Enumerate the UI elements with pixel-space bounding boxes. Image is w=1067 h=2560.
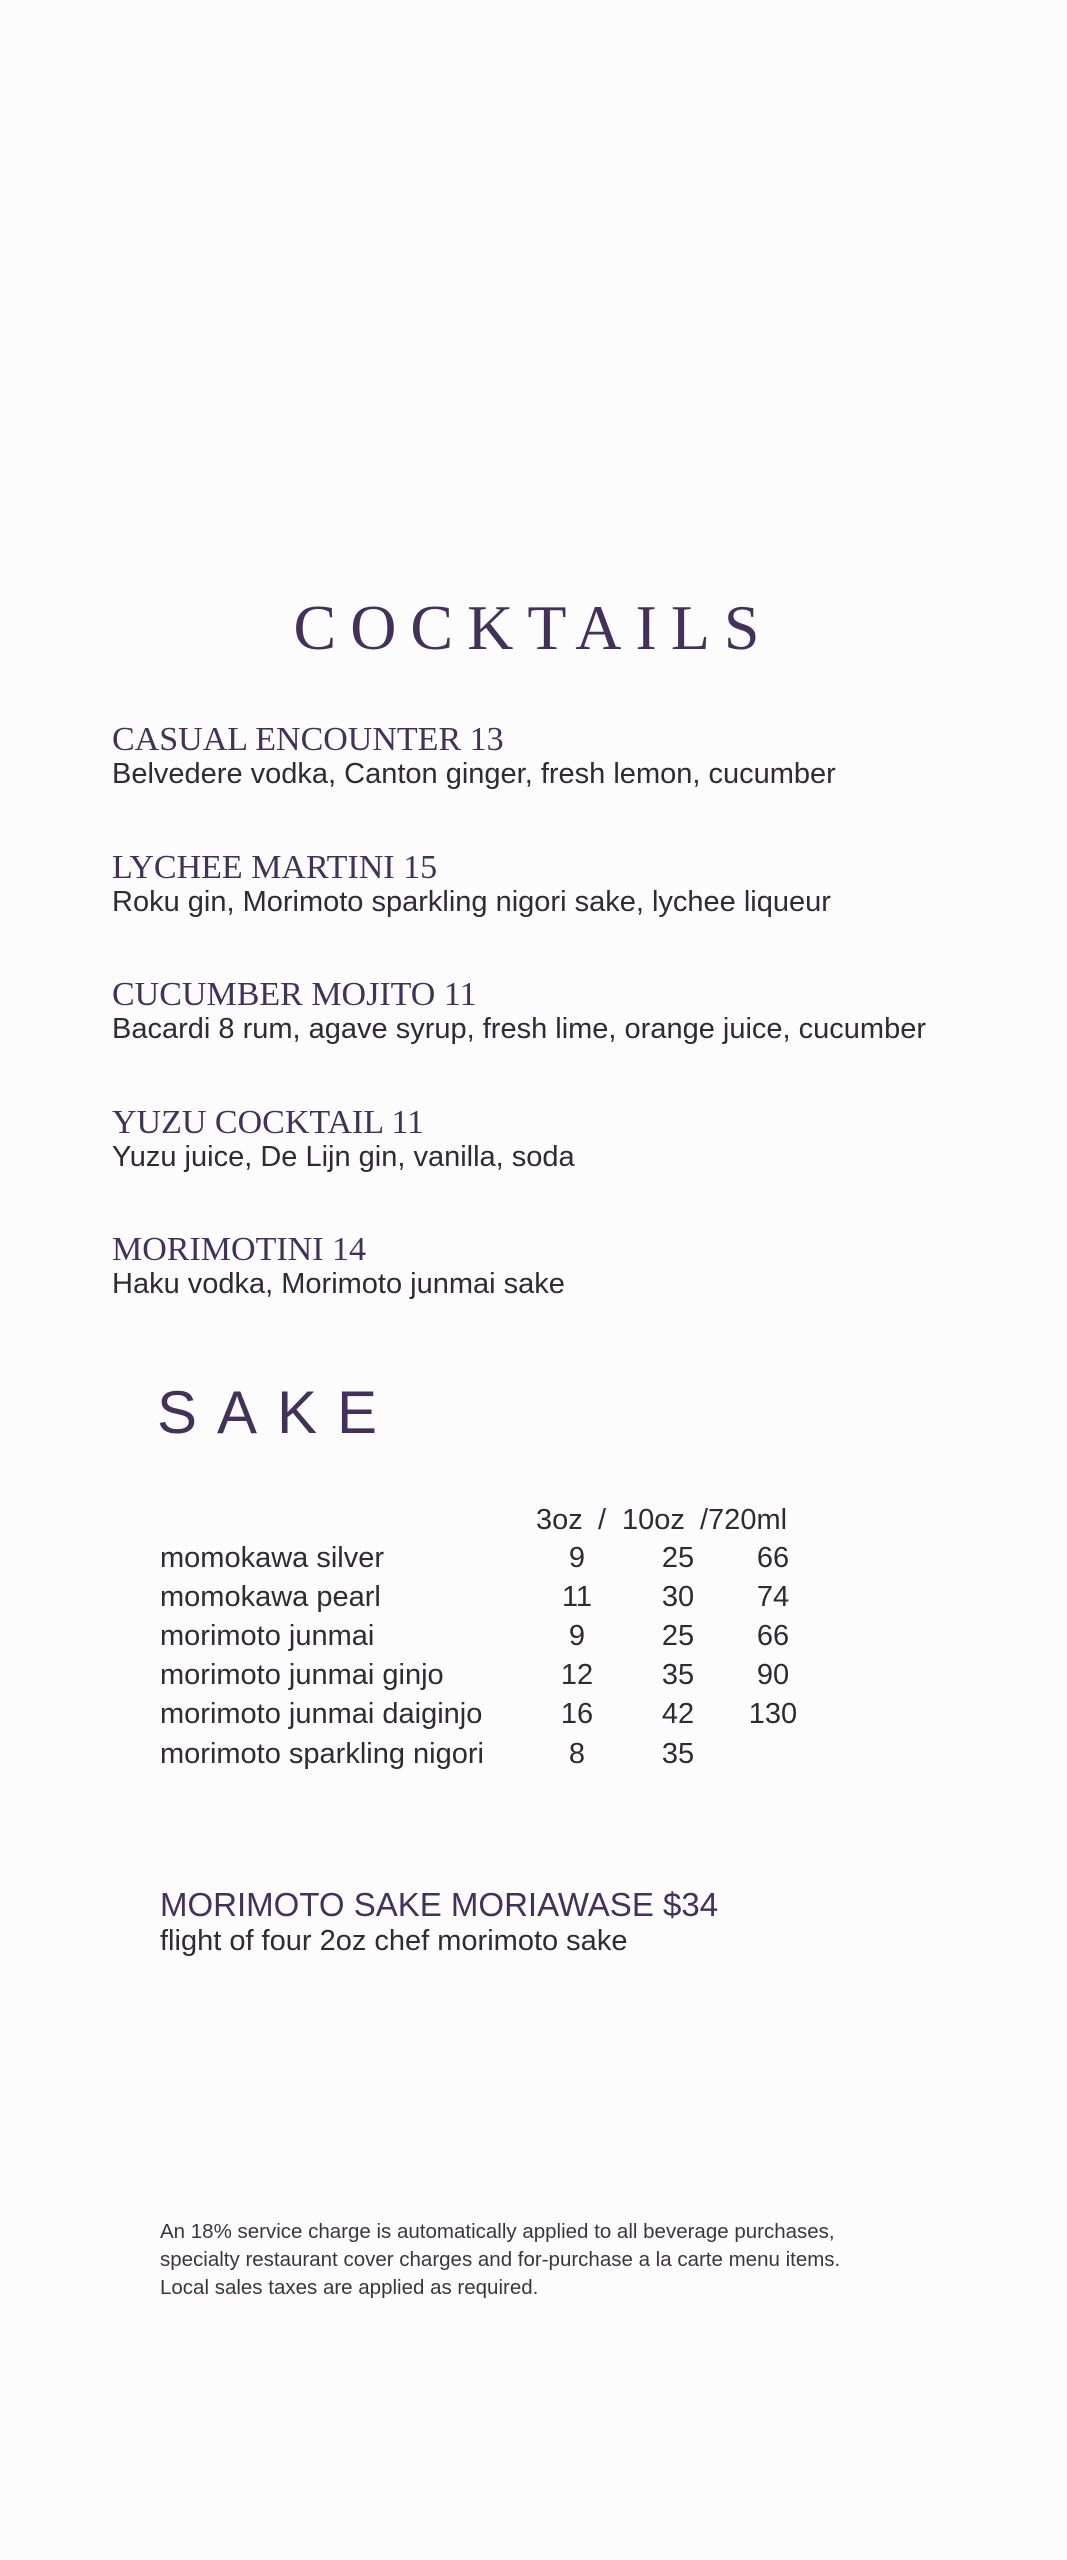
sake-price-3oz: 9 <box>568 1620 586 1652</box>
moriawase-title: MORIMOTO SAKE MORIAWASE $34 <box>160 1886 719 1923</box>
sake-row <box>160 1656 860 1694</box>
sake-price-10oz: 30 <box>661 1581 695 1613</box>
sake-row <box>160 1578 860 1616</box>
cocktail-name: YUZU COCKTAIL 11 <box>112 1104 425 1141</box>
sake-price-10oz: 35 <box>661 1738 695 1770</box>
sake-price-10oz: 42 <box>661 1698 695 1730</box>
sake-name: morimoto junmai ginjo <box>160 1659 444 1691</box>
notice-line: specialty restaurant cover charges and for-purchase a la carte menu items. <box>160 2248 841 2271</box>
sake-price-10oz: 35 <box>661 1659 695 1691</box>
cocktail-item <box>112 722 836 790</box>
cocktail-name: CASUAL ENCOUNTER 13 <box>112 721 504 758</box>
sake-price-720ml: 130 <box>748 1698 798 1730</box>
sake-price-10oz: 25 <box>661 1620 695 1652</box>
sake-name: momokawa pearl <box>160 1581 381 1613</box>
sake-header-3oz: 3oz <box>536 1504 583 1536</box>
cocktail-name: MORIMOTINI 14 <box>112 1231 367 1268</box>
sake-header-10oz: 10oz <box>622 1504 685 1536</box>
sake-header-720ml: /720ml <box>700 1504 788 1536</box>
sake-price-720ml: 66 <box>756 1620 790 1652</box>
cocktail-description: Yuzu juice, De Lijn gin, vanilla, soda <box>112 1141 575 1173</box>
service-charge-notice <box>160 2218 840 2302</box>
sake-price-3oz: 12 <box>560 1659 594 1691</box>
cocktail-item <box>112 850 831 918</box>
sake-row <box>160 1539 860 1577</box>
sake-price-720ml: 74 <box>756 1581 790 1613</box>
sake-price-3oz: 11 <box>561 1581 593 1613</box>
sake-header-separator: / <box>598 1504 607 1536</box>
moriawase-section <box>160 1886 718 1958</box>
sake-name: morimoto junmai <box>160 1620 375 1652</box>
cocktail-description: Roku gin, Morimoto sparkling nigori sake, lychee liqueur <box>112 886 831 918</box>
cocktail-item <box>112 977 926 1045</box>
sake-price-10oz: 25 <box>661 1542 695 1574</box>
sake-price-720ml: 90 <box>756 1659 790 1691</box>
sake-price-3oz: 16 <box>560 1698 594 1730</box>
cocktail-item <box>112 1232 565 1300</box>
sake-name: momokawa silver <box>160 1542 384 1574</box>
sake-name: morimoto sparkling nigori <box>160 1738 484 1770</box>
notice-line: An 18% service charge is automatically applied to all beverage purchases, <box>160 2220 835 2243</box>
sake-title: SAKE <box>157 1379 398 1446</box>
moriawase-description: flight of four 2oz chef morimoto sake <box>160 1925 628 1957</box>
cocktail-description: Belvedere vodka, Canton ginger, fresh lemon, cucumber <box>112 758 836 790</box>
sake-row <box>160 1695 860 1733</box>
sake-price-3oz: 9 <box>568 1542 586 1574</box>
cocktail-name: LYCHEE MARTINI 15 <box>112 849 438 886</box>
cocktails-title: COCKTAILS <box>293 592 774 663</box>
sake-row <box>160 1617 860 1655</box>
cocktail-description: Bacardi 8 rum, agave syrup, fresh lime, orange juice, cucumber <box>112 1013 926 1045</box>
cocktail-name: CUCUMBER MOJITO 11 <box>112 976 477 1013</box>
cocktail-description: Haku vodka, Morimoto junmai sake <box>112 1268 565 1300</box>
sake-name: morimoto junmai daiginjo <box>160 1698 483 1730</box>
cocktail-item <box>112 1105 575 1173</box>
notice-line: Local sales taxes are applied as required. <box>160 2276 539 2299</box>
sake-row <box>160 1735 860 1773</box>
sake-price-3oz: 8 <box>568 1738 586 1770</box>
sake-price-720ml: 66 <box>756 1542 790 1574</box>
